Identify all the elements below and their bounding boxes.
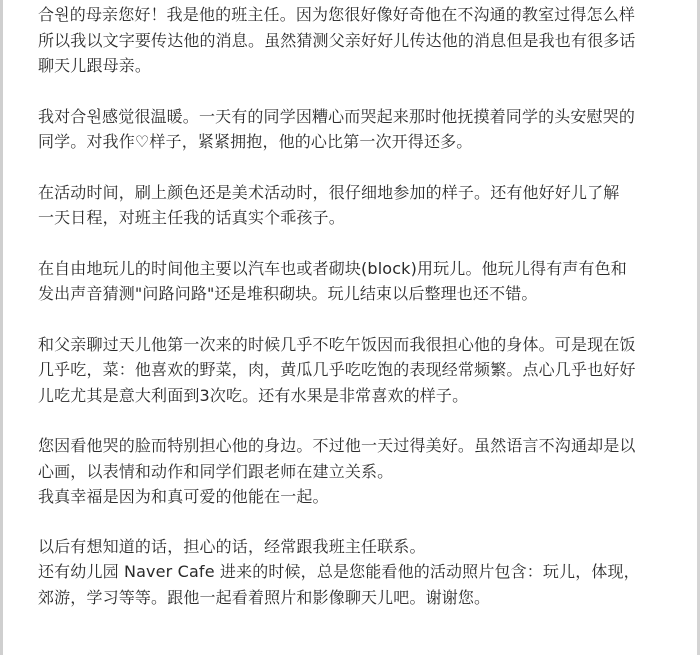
text-line: 心画，以表情和动作和同学们跟老师在建立关系。 bbox=[38, 461, 394, 481]
text-line: 聊天儿跟母亲。 bbox=[38, 56, 152, 75]
text-line: 我对合원感觉很温暖。一天有的同学因糟心而哭起来那时他抚摸着同学的头安慰哭的 bbox=[38, 106, 636, 126]
text-line: 在自由地玩儿的时间他主要以汽车也或者砌块(block)用玩儿。他玩儿得有声有色和 bbox=[38, 258, 627, 278]
paragraph-spacer bbox=[38, 510, 660, 534]
paragraph-spacer bbox=[38, 408, 660, 433]
paragraph-spacer bbox=[38, 79, 660, 104]
text-line: 您因看他哭的脸而特别担心他的身边。不过他一天过得美好。虽然语言不沟通却是以 bbox=[38, 436, 636, 455]
paragraph-free-play bbox=[38, 256, 660, 307]
paragraph-activity bbox=[38, 180, 660, 231]
text-line: 同学。对我作♡样子，紧紧拥抱，他的心比第一次开得还多。 bbox=[38, 132, 473, 151]
text-line: 和父亲聊过天儿他第一次来的时候几乎不吃午饭因而我很担心他的身体。可是现在饭 bbox=[38, 334, 636, 354]
paragraph-spacer bbox=[38, 307, 660, 332]
text-line: 发出声音猜测"问路问路"还是堆积砌块。玩儿结束以后整理也还不错。 bbox=[38, 284, 538, 303]
paragraph-spacer bbox=[38, 155, 660, 180]
text-line: 在活动时间，刷上颜色还是美术活动时，很仔细地参加的样子。还有他好好儿了解 bbox=[38, 182, 620, 202]
text-line: 郊游，学习等等。跟他一起看着照片和影像聊天儿吧。谢谢您。 bbox=[38, 587, 491, 607]
text-line: 所以我以文字要传达他的消息。虽然猜测父亲好好儿传达他的消息但是我也有很多话 bbox=[38, 30, 636, 50]
paragraph-warmth bbox=[38, 104, 660, 155]
text-line: 一天日程，对班主任我的话真实个乖孩子。 bbox=[38, 208, 345, 227]
text-line: 我真幸福是因为和真可爱的他能在一起。 bbox=[38, 487, 329, 506]
text-line: 以后有想知道的话，担心的话，经常跟我班主任联系。 bbox=[38, 536, 426, 556]
paragraph-meals bbox=[38, 332, 660, 409]
paragraph-closing bbox=[38, 534, 660, 611]
text-line: 合원的母亲您好！我是他的班主任。因为您很好像好奇他在不沟通的教室过得怎么样 bbox=[38, 5, 636, 24]
paragraph-spacer bbox=[38, 231, 660, 256]
text-line: 儿吃尤其是意大利面到3次吃。还有水果是非常喜欢的样子。 bbox=[38, 385, 469, 405]
text-line: 几乎吃，菜：他喜欢的野菜，肉，黄瓜几乎吃吃饱的表现经常频繁。点心几乎也好好 bbox=[38, 360, 636, 379]
paragraph-relationships bbox=[38, 433, 660, 510]
paragraph-greeting bbox=[38, 2, 660, 79]
text-line: 还有幼儿园 Naver Cafe 进来的时候，总是您能看他的活动照片包含：玩儿，体现， bbox=[38, 562, 640, 581]
